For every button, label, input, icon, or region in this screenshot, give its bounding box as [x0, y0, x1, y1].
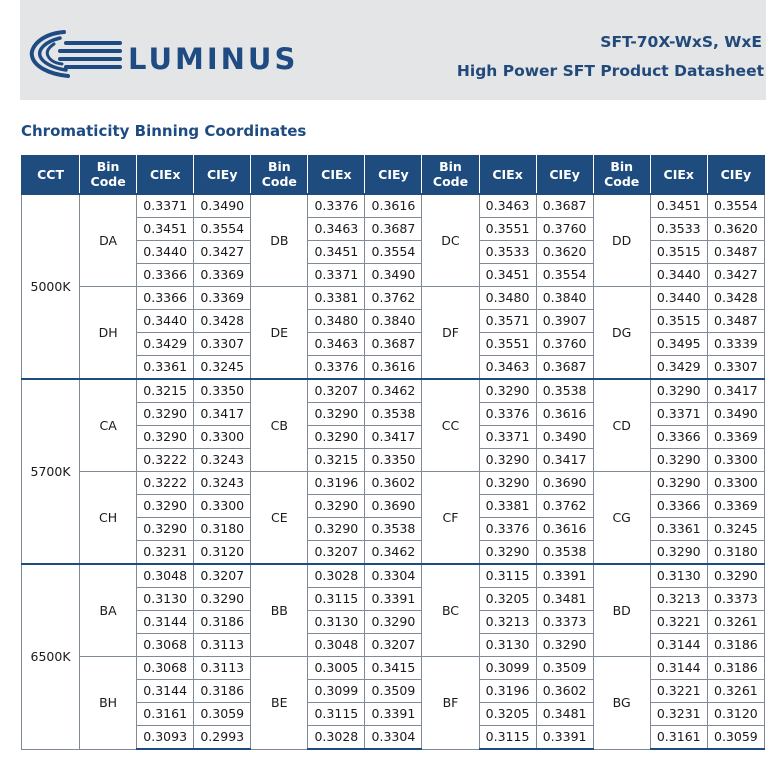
ciey-cell: 0.3369: [707, 495, 764, 518]
bin-code-cell: CD: [593, 379, 650, 472]
ciex-cell: 0.3463: [479, 194, 536, 218]
ciey-cell: 0.3304: [365, 726, 422, 750]
ciex-cell: 0.3144: [650, 634, 707, 657]
ciey-cell: 0.3427: [707, 264, 764, 287]
luminus-swoosh-icon: [24, 28, 124, 80]
ciex-cell: 0.3115: [308, 588, 365, 611]
ciey-cell: 0.3261: [707, 611, 764, 634]
ciex-cell: 0.3440: [137, 241, 194, 264]
ciex-cell: 0.3161: [650, 726, 707, 750]
bin-code-cell: BA: [80, 564, 137, 657]
column-header: Bin Code: [593, 155, 650, 194]
column-header: Bin Code: [80, 155, 137, 194]
column-header: CIEy: [194, 155, 251, 194]
table-row: [22, 379, 765, 403]
ciey-cell: 0.3840: [536, 287, 593, 310]
bin-code-cell: DF: [422, 287, 479, 380]
ciey-cell: 0.3180: [707, 541, 764, 565]
ciex-cell: 0.3361: [650, 518, 707, 541]
ciey-cell: 0.3490: [194, 194, 251, 218]
ciey-cell: 0.3261: [707, 680, 764, 703]
ciex-cell: 0.3130: [650, 564, 707, 588]
ciey-cell: 0.3415: [365, 657, 422, 680]
ciey-cell: 0.3620: [536, 241, 593, 264]
ciex-cell: 0.3196: [479, 680, 536, 703]
ciex-cell: 0.3440: [137, 310, 194, 333]
column-header: CIEx: [479, 155, 536, 194]
ciey-cell: 0.3180: [194, 518, 251, 541]
column-header: CIEx: [137, 155, 194, 194]
ciex-cell: 0.3028: [308, 726, 365, 750]
ciex-cell: 0.3290: [137, 426, 194, 449]
ciey-cell: 0.3462: [365, 541, 422, 565]
table-row: [22, 472, 765, 495]
ciex-cell: 0.3290: [308, 426, 365, 449]
bin-code-cell: CE: [251, 472, 308, 565]
ciex-cell: 0.3221: [650, 611, 707, 634]
ciey-cell: 0.3428: [707, 287, 764, 310]
ciex-cell: 0.3451: [650, 194, 707, 218]
ciex-cell: 0.3371: [308, 264, 365, 287]
ciey-cell: 0.3462: [365, 379, 422, 403]
ciey-cell: 0.3300: [194, 495, 251, 518]
ciex-cell: 0.3196: [308, 472, 365, 495]
ciey-cell: 0.3059: [194, 703, 251, 726]
ciex-cell: 0.3440: [650, 264, 707, 287]
ciey-cell: 0.3428: [194, 310, 251, 333]
ciey-cell: 0.3487: [707, 241, 764, 264]
ciey-cell: 0.3391: [536, 726, 593, 750]
ciey-cell: 0.3113: [194, 634, 251, 657]
table-row: [22, 657, 765, 680]
ciey-cell: 0.3186: [194, 680, 251, 703]
ciey-cell: 0.3417: [707, 379, 764, 403]
bin-code-cell: DH: [80, 287, 137, 380]
ciex-cell: 0.3130: [137, 588, 194, 611]
ciey-cell: 0.3487: [707, 310, 764, 333]
ciey-cell: 0.3391: [536, 564, 593, 588]
ciex-cell: 0.3290: [479, 449, 536, 472]
ciey-cell: 0.3427: [194, 241, 251, 264]
ciex-cell: 0.3551: [479, 333, 536, 356]
ciey-cell: 0.3113: [194, 657, 251, 680]
bin-code-cell: CF: [422, 472, 479, 565]
ciex-cell: 0.3130: [479, 634, 536, 657]
ciey-cell: 0.3391: [365, 703, 422, 726]
ciex-cell: 0.3440: [650, 287, 707, 310]
bin-code-cell: CB: [251, 379, 308, 472]
ciey-cell: 0.3120: [194, 541, 251, 565]
ciey-cell: 0.3490: [536, 426, 593, 449]
bin-code-cell: BE: [251, 657, 308, 750]
column-header: CIEy: [365, 155, 422, 194]
ciey-cell: 0.3616: [536, 518, 593, 541]
ciey-cell: 0.3417: [365, 426, 422, 449]
ciey-cell: 0.3290: [194, 588, 251, 611]
ciex-cell: 0.3480: [308, 310, 365, 333]
ciey-cell: 0.3186: [707, 657, 764, 680]
table-row: [22, 564, 765, 588]
ciex-cell: 0.3048: [308, 634, 365, 657]
ciex-cell: 0.3290: [479, 472, 536, 495]
ciex-cell: 0.3515: [650, 241, 707, 264]
ciey-cell: 0.3245: [707, 518, 764, 541]
ciex-cell: 0.3215: [308, 449, 365, 472]
ciey-cell: 0.2993: [194, 726, 251, 750]
ciex-cell: 0.3099: [479, 657, 536, 680]
ciey-cell: 0.3509: [536, 657, 593, 680]
column-header: CCT: [22, 155, 80, 194]
bin-code-cell: CH: [80, 472, 137, 565]
ciey-cell: 0.3186: [194, 611, 251, 634]
ciex-cell: 0.3451: [479, 264, 536, 287]
ciex-cell: 0.3366: [137, 264, 194, 287]
ciex-cell: 0.3371: [479, 426, 536, 449]
column-header: CIEx: [308, 155, 365, 194]
ciex-cell: 0.3290: [479, 541, 536, 565]
ciey-cell: 0.3290: [365, 611, 422, 634]
ciex-cell: 0.3376: [479, 403, 536, 426]
ciex-cell: 0.3429: [137, 333, 194, 356]
bin-code-cell: DE: [251, 287, 308, 380]
ciey-cell: 0.3687: [536, 194, 593, 218]
ciey-cell: 0.3207: [365, 634, 422, 657]
ciey-cell: 0.3245: [194, 356, 251, 380]
ciex-cell: 0.3533: [650, 218, 707, 241]
ciey-cell: 0.3538: [536, 541, 593, 565]
brand-logo: [24, 28, 364, 80]
ciex-cell: 0.3099: [308, 680, 365, 703]
binning-table: [21, 155, 765, 750]
ciex-cell: 0.3290: [479, 379, 536, 403]
ciex-cell: 0.3290: [650, 541, 707, 565]
bin-code-cell: CC: [422, 379, 479, 472]
cct-cell: 5700K: [22, 379, 80, 564]
ciex-cell: 0.3205: [479, 588, 536, 611]
ciex-cell: 0.3515: [650, 310, 707, 333]
ciex-cell: 0.3207: [308, 379, 365, 403]
ciey-cell: 0.3616: [365, 356, 422, 380]
ciey-cell: 0.3554: [707, 194, 764, 218]
ciex-cell: 0.3376: [308, 194, 365, 218]
ciex-cell: 0.3376: [479, 518, 536, 541]
ciey-cell: 0.3602: [365, 472, 422, 495]
ciex-cell: 0.3361: [137, 356, 194, 380]
ciey-cell: 0.3417: [536, 449, 593, 472]
bin-code-cell: DG: [593, 287, 650, 380]
ciex-cell: 0.3115: [479, 726, 536, 750]
ciex-cell: 0.3207: [308, 541, 365, 565]
ciex-cell: 0.3213: [479, 611, 536, 634]
ciey-cell: 0.3538: [365, 403, 422, 426]
ciex-cell: 0.3205: [479, 703, 536, 726]
ciey-cell: 0.3840: [365, 310, 422, 333]
ciey-cell: 0.3373: [707, 588, 764, 611]
column-header: CIEy: [707, 155, 764, 194]
bin-code-cell: DA: [80, 194, 137, 287]
ciey-cell: 0.3290: [536, 634, 593, 657]
ciey-cell: 0.3369: [194, 287, 251, 310]
ciex-cell: 0.3231: [650, 703, 707, 726]
table-row: [22, 287, 765, 310]
ciex-cell: 0.3215: [137, 379, 194, 403]
ciex-cell: 0.3480: [479, 287, 536, 310]
bin-code-cell: DC: [422, 194, 479, 287]
ciey-cell: 0.3760: [536, 218, 593, 241]
ciey-cell: 0.3602: [536, 680, 593, 703]
ciey-cell: 0.3690: [536, 472, 593, 495]
ciex-cell: 0.3463: [308, 333, 365, 356]
column-header: Bin Code: [422, 155, 479, 194]
ciex-cell: 0.3451: [308, 241, 365, 264]
column-header: CIEx: [650, 155, 707, 194]
ciex-cell: 0.3290: [650, 472, 707, 495]
cct-cell: 6500K: [22, 564, 80, 749]
ciey-cell: 0.3369: [194, 264, 251, 287]
ciey-cell: 0.3490: [365, 264, 422, 287]
product-code: SFT-70X-WxS, WxE: [600, 33, 762, 51]
bin-code-cell: DD: [593, 194, 650, 287]
ciex-cell: 0.3371: [137, 194, 194, 218]
ciey-cell: 0.3300: [194, 426, 251, 449]
ciey-cell: 0.3687: [365, 333, 422, 356]
ciex-cell: 0.3381: [308, 287, 365, 310]
ciey-cell: 0.3481: [536, 703, 593, 726]
ciex-cell: 0.3366: [650, 495, 707, 518]
ciey-cell: 0.3687: [365, 218, 422, 241]
ciex-cell: 0.3463: [479, 356, 536, 380]
ciex-cell: 0.3290: [137, 495, 194, 518]
ciey-cell: 0.3307: [194, 333, 251, 356]
ciex-cell: 0.3068: [137, 657, 194, 680]
ciex-cell: 0.3222: [137, 472, 194, 495]
ciex-cell: 0.3093: [137, 726, 194, 750]
ciex-cell: 0.3290: [650, 379, 707, 403]
table-row: [22, 194, 765, 218]
column-header: Bin Code: [251, 155, 308, 194]
ciey-cell: 0.3300: [707, 472, 764, 495]
ciey-cell: 0.3307: [707, 356, 764, 380]
ciex-cell: 0.3048: [137, 564, 194, 588]
ciex-cell: 0.3144: [137, 680, 194, 703]
ciey-cell: 0.3554: [194, 218, 251, 241]
ciey-cell: 0.3760: [536, 333, 593, 356]
ciex-cell: 0.3451: [137, 218, 194, 241]
document-title: High Power SFT Product Datasheet: [456, 62, 764, 80]
ciey-cell: 0.3907: [536, 310, 593, 333]
ciey-cell: 0.3762: [365, 287, 422, 310]
ciex-cell: 0.3290: [308, 495, 365, 518]
ciey-cell: 0.3290: [707, 564, 764, 588]
ciey-cell: 0.3391: [365, 588, 422, 611]
bin-code-cell: BD: [593, 564, 650, 657]
brand-name: LUMINUS: [128, 42, 299, 76]
table-header-row: [22, 155, 765, 194]
ciex-cell: 0.3366: [650, 426, 707, 449]
ciey-cell: 0.3350: [194, 379, 251, 403]
ciey-cell: 0.3490: [707, 403, 764, 426]
ciey-cell: 0.3554: [536, 264, 593, 287]
ciey-cell: 0.3762: [536, 495, 593, 518]
ciex-cell: 0.3290: [137, 403, 194, 426]
ciex-cell: 0.3551: [479, 218, 536, 241]
ciex-cell: 0.3221: [650, 680, 707, 703]
ciey-cell: 0.3481: [536, 588, 593, 611]
ciex-cell: 0.3366: [137, 287, 194, 310]
bin-code-cell: BF: [422, 657, 479, 750]
ciex-cell: 0.3115: [308, 703, 365, 726]
ciey-cell: 0.3350: [365, 449, 422, 472]
ciex-cell: 0.3231: [137, 541, 194, 565]
ciey-cell: 0.3243: [194, 472, 251, 495]
ciex-cell: 0.3028: [308, 564, 365, 588]
ciey-cell: 0.3417: [194, 403, 251, 426]
ciey-cell: 0.3120: [707, 703, 764, 726]
ciex-cell: 0.3213: [650, 588, 707, 611]
ciex-cell: 0.3463: [308, 218, 365, 241]
ciey-cell: 0.3509: [365, 680, 422, 703]
ciex-cell: 0.3130: [308, 611, 365, 634]
ciey-cell: 0.3616: [365, 194, 422, 218]
cct-cell: 5000K: [22, 194, 80, 379]
ciex-cell: 0.3115: [479, 564, 536, 588]
ciey-cell: 0.3186: [707, 634, 764, 657]
ciey-cell: 0.3059: [707, 726, 764, 750]
ciey-cell: 0.3690: [365, 495, 422, 518]
ciex-cell: 0.3144: [137, 611, 194, 634]
ciey-cell: 0.3243: [194, 449, 251, 472]
bin-code-cell: DB: [251, 194, 308, 287]
ciey-cell: 0.3304: [365, 564, 422, 588]
ciey-cell: 0.3620: [707, 218, 764, 241]
ciex-cell: 0.3144: [650, 657, 707, 680]
ciey-cell: 0.3554: [365, 241, 422, 264]
bin-code-cell: CA: [80, 379, 137, 472]
ciey-cell: 0.3687: [536, 356, 593, 380]
ciey-cell: 0.3339: [707, 333, 764, 356]
ciex-cell: 0.3533: [479, 241, 536, 264]
ciey-cell: 0.3538: [536, 379, 593, 403]
bin-code-cell: CG: [593, 472, 650, 565]
ciex-cell: 0.3381: [479, 495, 536, 518]
ciex-cell: 0.3290: [137, 518, 194, 541]
header-banner: [20, 0, 766, 100]
bin-code-cell: BB: [251, 564, 308, 657]
column-header: CIEy: [536, 155, 593, 194]
bin-code-cell: BH: [80, 657, 137, 750]
bin-code-cell: BC: [422, 564, 479, 657]
ciex-cell: 0.3376: [308, 356, 365, 380]
bin-code-cell: BG: [593, 657, 650, 750]
table-body: [22, 194, 765, 749]
ciex-cell: 0.3290: [308, 518, 365, 541]
ciex-cell: 0.3495: [650, 333, 707, 356]
ciex-cell: 0.3571: [479, 310, 536, 333]
ciex-cell: 0.3161: [137, 703, 194, 726]
ciey-cell: 0.3616: [536, 403, 593, 426]
ciey-cell: 0.3538: [365, 518, 422, 541]
ciex-cell: 0.3068: [137, 634, 194, 657]
ciex-cell: 0.3290: [650, 449, 707, 472]
ciex-cell: 0.3005: [308, 657, 365, 680]
ciey-cell: 0.3369: [707, 426, 764, 449]
section-title: Chromaticity Binning Coordinates: [21, 122, 307, 140]
ciex-cell: 0.3429: [650, 356, 707, 380]
ciex-cell: 0.3371: [650, 403, 707, 426]
ciex-cell: 0.3222: [137, 449, 194, 472]
ciex-cell: 0.3290: [308, 403, 365, 426]
ciey-cell: 0.3373: [536, 611, 593, 634]
ciey-cell: 0.3300: [707, 449, 764, 472]
ciey-cell: 0.3207: [194, 564, 251, 588]
